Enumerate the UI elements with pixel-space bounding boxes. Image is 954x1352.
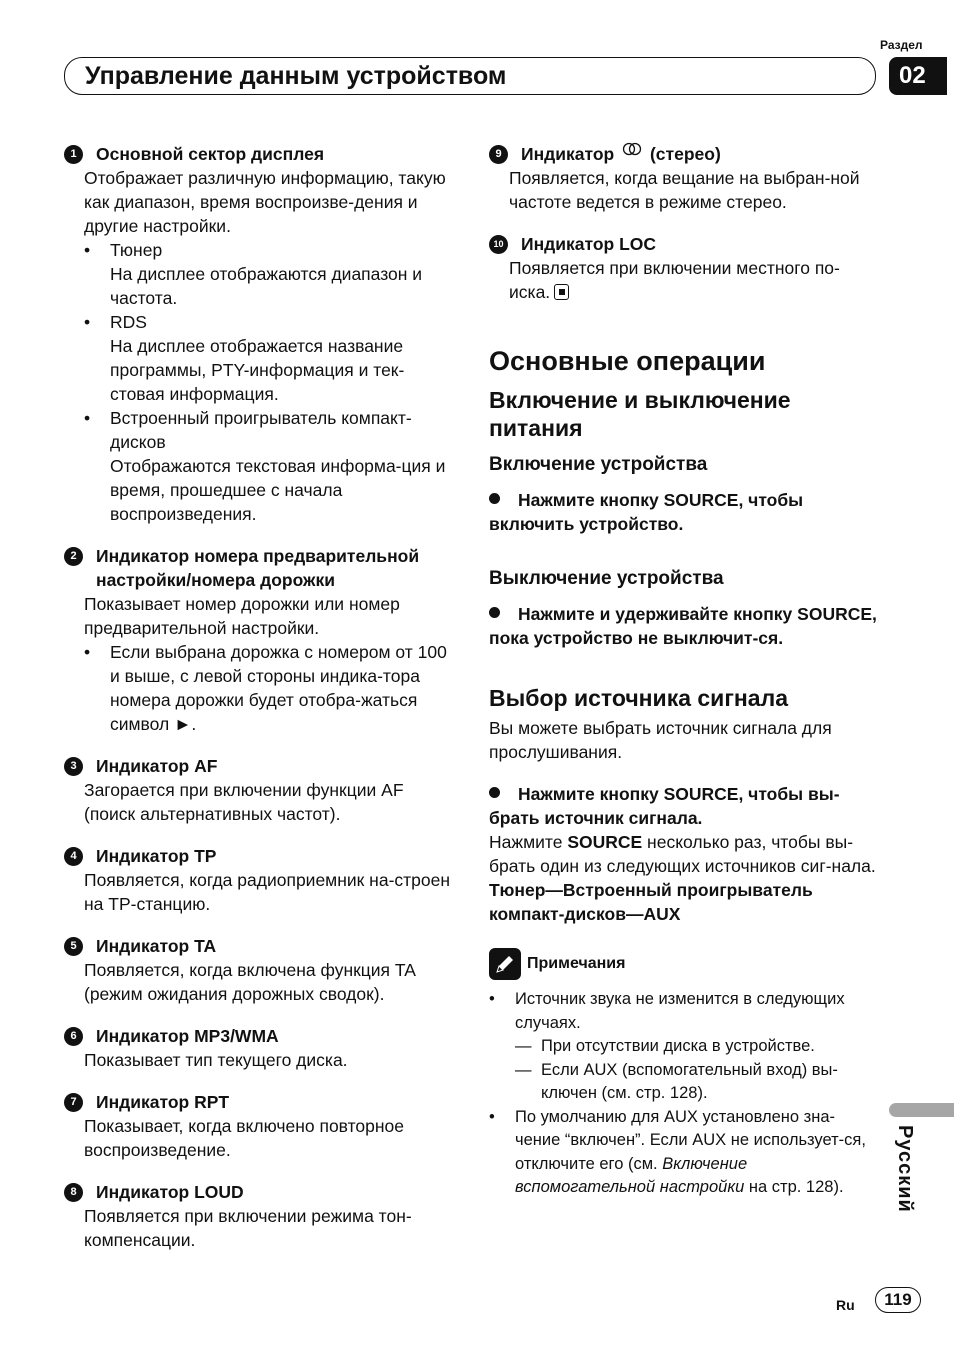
item-title: Индикатор	[521, 144, 615, 164]
list-item	[64, 1090, 454, 1162]
item-title: Индикатор TA	[96, 936, 217, 956]
item-description: Загорается при включении функции AF (поиск альтернативных частот).	[84, 780, 404, 824]
number-badge: 9	[489, 145, 508, 164]
note-pencil-icon	[489, 948, 521, 980]
item-title: Индикатор LOC	[521, 234, 657, 254]
page-title: Управление данным устройством	[64, 57, 876, 95]
instruction: Нажмите кнопку SOURCE, чтобы вы-брать источник сигнала.	[489, 784, 840, 828]
item-title: Индикатор номера предварительной настройки/номера дорожки	[96, 546, 420, 590]
notes-title: Примечания	[527, 955, 626, 973]
item-description: Появляется при включении режима тон-компенсации.	[84, 1206, 412, 1250]
number-badge: 4	[64, 847, 83, 866]
bullet-icon	[489, 493, 500, 504]
language-label: Русский	[894, 1125, 916, 1213]
list-item	[64, 1024, 454, 1072]
number-badge: 7	[64, 1093, 83, 1112]
note-dash-text: Если AUX (вспомогательный вход) вы-ключен (см. стр. 128).	[541, 1060, 838, 1102]
item-description: Появляется, когда радиоприемник на-строен на TP-станцию.	[84, 870, 451, 914]
item-title: Индикатор RPT	[96, 1092, 230, 1112]
sub-subsection-heading: Включение устройства	[489, 454, 708, 475]
page-number: 119	[875, 1287, 921, 1313]
instruction: Нажмите и удерживайте кнопку SOURCE, пока устройство не выключит-ся.	[489, 604, 877, 648]
sub-subsection-heading: Выключение устройства	[489, 568, 724, 589]
notes-block: Примечания • Источник звука не изменится в следующих случаях. — При отсутствии диска в устройстве. — Если AUX (вспомогательный вход) вы-ключен (см. стр. 128). • По умолчанию для AUX установлено зна-чение “включен”. Если AUX не использует-ся, отключите его (см. Включение вспомогательной настройки на стр. 128).	[489, 948, 879, 1200]
end-mark-icon	[554, 284, 569, 300]
item-description: Показывает номер дорожки или номер предварительной настройки.	[84, 594, 400, 638]
subsection-heading: Включение и выключение питания	[489, 387, 791, 441]
item-title-suffix: (стерео)	[649, 144, 721, 164]
bullet-icon	[489, 787, 500, 798]
item-description: Появляется, когда включена функция TA (режим ожидания дорожных сводок).	[84, 960, 415, 1004]
number-badge: 6	[64, 1027, 83, 1046]
bullet-label: Тюнер	[110, 240, 163, 260]
item-description: Появляется, когда вещание на выбран-ной частоте ведется в режиме стерео.	[509, 168, 860, 212]
list-item	[64, 1180, 454, 1252]
left-column	[64, 142, 454, 1270]
section-label: Раздел	[880, 38, 923, 52]
list-item	[64, 754, 454, 826]
language-code: Ru	[836, 1297, 855, 1313]
list-item: 1 Основной сектор дисплея Отображает различную информацию, такую как диапазон, время воспроизве-дения и другие настройки. • Тюнер На дисплее отображаются диапазон и частота. • RDS На дисплее отображается название программы, PTY-информация и тек-стовая информация. • Встроенный проигрыватель компакт-дисков Отображаются текстовая информа-ция и время, прошедшее с начала воспроизведения.	[64, 142, 454, 526]
bullet-text: Если выбрана дорожка с номером от 100 и выше, с левой стороны индика-тора номера дорожки будет отобра-жаться символ ►.	[110, 642, 447, 734]
list-item	[489, 142, 879, 214]
paragraph: Вы можете выбрать источник сигнала для прослушивания.	[489, 718, 832, 762]
instruction: Нажмите кнопку SOURCE, чтобы включить устройство.	[489, 490, 804, 534]
bullet-text: На дисплее отображаются диапазон и частота.	[110, 264, 423, 308]
list-item	[64, 844, 454, 916]
bullet-label: RDS	[110, 312, 147, 332]
note-text: По умолчанию для AUX установлено зна-чение “включен”. Если AUX не использует-ся, отключите его (см. Включение вспомогательной настройки на стр. 128).	[515, 1107, 866, 1196]
section-heading: Основные операции	[489, 346, 766, 376]
note-text: Источник звука не изменится в следующих случаях.	[515, 990, 845, 1032]
item-title: Основной сектор дисплея	[96, 144, 325, 164]
list-item	[489, 232, 879, 304]
number-badge: 3	[64, 757, 83, 776]
stereo-icon	[622, 142, 642, 156]
source-sequence: Тюнер—Встроенный проигрыватель компакт-дисков—AUX	[489, 880, 813, 924]
list-item: 2 Индикатор номера предварительной настройки/номера дорожки Показывает номер дорожки или номер предварительной настройки. • Если выбрана дорожка с номером от 100 и выше, с левой стороны индика-тора номера дорожки будет отобра-жаться символ ►.	[64, 544, 454, 736]
item-description: Отображает различную информацию, такую как диапазон, время воспроизве-дения и другие настройки.	[84, 168, 446, 236]
bullet-text: На дисплее отображается название программы, PTY-информация и тек-стовая информация.	[110, 336, 405, 404]
item-title: Индикатор TP	[96, 846, 217, 866]
bullet-icon	[489, 607, 500, 618]
section-number: 02	[889, 57, 947, 95]
language-tab	[889, 1103, 954, 1117]
item-title: Индикатор MP3/WMA	[96, 1026, 279, 1046]
item-description: Показывает, когда включено повторное воспроизведение.	[84, 1116, 405, 1160]
item-description: Появляется при включении местного по-иска.	[509, 258, 840, 302]
list-item	[64, 934, 454, 1006]
number-badge: 5	[64, 937, 83, 956]
number-badge: 8	[64, 1183, 83, 1202]
number-badge: 10	[489, 235, 508, 254]
bullet-text: Отображаются текстовая информа-ция и время, прошедшее с начала воспроизведения.	[110, 456, 446, 524]
item-description: Показывает тип текущего диска.	[84, 1050, 348, 1070]
subsection-heading: Выбор источника сигнала	[489, 685, 788, 711]
paragraph: Нажмите SOURCE несколько раз, чтобы вы-брать один из следующих источников сиг-нала.	[489, 832, 876, 876]
number-badge: 2	[64, 547, 83, 566]
item-title: Индикатор LOUD	[96, 1182, 244, 1202]
number-badge: 1	[64, 145, 83, 164]
bullet-label: Встроенный проигрыватель компакт-дисков	[110, 408, 412, 452]
note-dash-text: При отсутствии диска в устройстве.	[541, 1037, 815, 1055]
right-column	[489, 142, 879, 1200]
item-title: Индикатор AF	[96, 756, 218, 776]
